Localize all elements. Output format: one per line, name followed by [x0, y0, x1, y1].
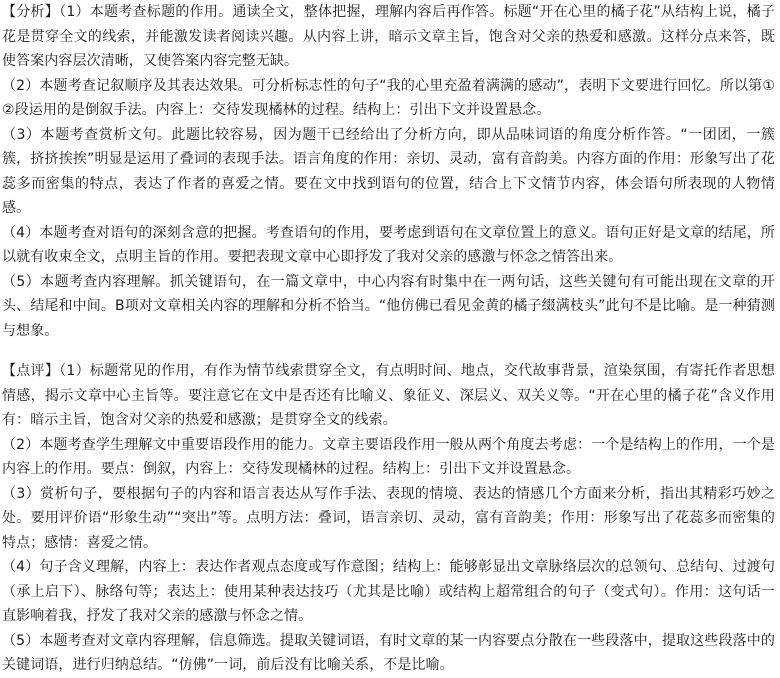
- analysis-text-1: （1）本题考查标题的作用。通读全文，整体把握，理解内容后再作答。标题“开在心里的橘子花”从结构上说，橘子花是贯穿全文的线索，并能激发读者阅读兴趣。从内容上讲，暗示文章主旨，饱含对父亲的热爱和感激。这样分点来答，既使答案内容层次清晰，又使答案内容完整无缺。: [2, 4, 775, 69]
- analysis-paragraph-3: （3）本题考查赏析文句。此题比较容易，因为题干已经给出了分析方向，即从品味词语的角度分析作答。“一团团，一簇簇，挤挤挨挨”明显是运用了叠词的表现手法。语言角度的作用：亲切、灵动，富有音韵美。内容方面的作用：形象写出了花蕊多而密集的特点，表达了作者的喜爱之情。要在文中找到语句的位置，结合上下文情节内容，体会语句所表现的人物情感。: [2, 126, 775, 216]
- analysis-paragraph-4: （4）本题考查对语句的深刻含意的把握。考查语句的作用，要考虑到语句在文章位置上的意义。语句正好是文章的结尾，所以就有收束全文，点明主旨的作用。要把表现文章中心即抒发了我对父亲的感激与怀念之情答出来。: [2, 224, 775, 265]
- analysis-paragraph-1: [2, 0, 775, 74]
- comment-paragraph-2: （2）本题考查学生理解文中重要语段作用的能力。文章主要语段作用一般从两个角度去考虑：一个是结构上的作用，一个是内容上的作用。要点：倒叙，内容上：交待发现橘林的过程。结构上：引出下文并设置悬念。: [2, 436, 775, 477]
- comment-paragraph-1: [2, 359, 775, 433]
- analysis-paragraph-5: （5）本题考查内容理解。抓关键语句，在一篇文章中，中心内容有时集中在一两句话，这些关键句有可能出现在文章的开头、结尾和中间。B项对文章相关内容的理解和分析不恰当。“他仿佛已看见金黄的橘子缀满枝头”此句不是比喻。是一种猜测与想象。: [2, 273, 775, 339]
- comment-paragraph-4: （4）句子含义理解，内容上：表达作者观点态度或写作意图；结构上：能够彰显出文章脉络层次的总领句、总结句、过渡句（承上启下）、脉络句等；表达上：使用某种表达技巧（尤其是比喻）或结构上超常组合的句子（变式句）。作用：这句话一直影响着我，抒发了我对父亲的感激与怀念之情。: [2, 559, 775, 624]
- analysis-section: [2, 0, 775, 343]
- comment-tag: 【点评】: [2, 363, 60, 379]
- comment-paragraph-3: （3）赏析句子，要根据句子的内容和语言表达从写作手法、表现的情境、表达的情感几个方面来分析，指出其精彩巧妙之处。要用评价语“形象生动”“突出”等。点明方法：叠词，语言亲切、灵动，富有音韵美；作用：形象写出了花蕊多而密集的特点；感情：喜爱之情。: [2, 485, 775, 551]
- comment-paragraph-5: （5）本题考查对文章内容理解，信息筛选。提取关键词语，有时文章的某一内容要点分散在一些段落中，提取这些段落中的关键词语，进行归纳总结。“仿佛”一词，前后没有比喻关系，不是比喻。: [2, 632, 775, 673]
- comment-section: [2, 359, 775, 678]
- comment-text-1: （1）标题常见的作用，有作为情节线索贯穿全文，有点明时间、地点，交代故事背景，渲染氛围，有寄托作者思想情感，揭示文章中心主旨等。要注意它在文中是否还有比喻义、象征义、深层义、双关义等。“开在心里的橘子花”含义作用有：暗示主旨，饱含对父亲的热爱和感激；是贯穿全文的线索。: [2, 363, 775, 428]
- analysis-tag: 【分析】: [2, 4, 60, 20]
- analysis-paragraph-2: （2）本题考查记叙顺序及其表达效果。可分析标志性的句子“我的心里充盈着满满的感动”，表明下文要进行回忆。所以第①②段运用的是倒叙手法。内容上：交待发现橘林的过程。结构上：引出下文并设置悬念。: [2, 77, 775, 118]
